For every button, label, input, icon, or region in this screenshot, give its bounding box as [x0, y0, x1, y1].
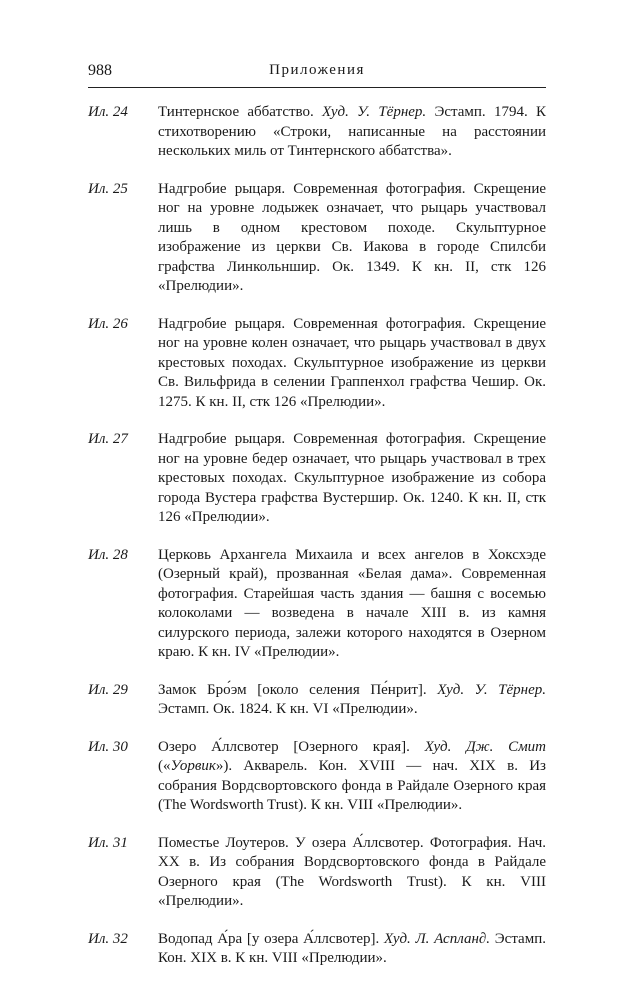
- caption-text: Эстамп. Ок. 1824. К кн. VI «Прелюдии».: [158, 701, 418, 717]
- caption-text: Эстамп. 1794. К стихотворению «Строки, написанные на расстоянии нескольких миль от Тинтернского аббатства».: [158, 104, 546, 159]
- illustration-caption: [158, 103, 546, 162]
- illustration-list: [88, 103, 546, 987]
- illustration-label: Ил. 28: [88, 546, 128, 563]
- illustration-label: Ил. 29: [88, 681, 128, 698]
- caption-artist: Худ. У. Тёрнер.: [322, 104, 427, 120]
- list-item: [88, 546, 546, 663]
- illustration-caption: [158, 681, 546, 720]
- caption-artist: Худ. У. Тёрнер.: [437, 681, 547, 698]
- caption-text: »). Акварель. Кон. XVIII — нач. XIX в. Из собрания Вордсвортовского фонда в Райдале Озерного края (The Wordsworth Trust). К кн. VIII «Прелюдии».: [158, 758, 546, 813]
- caption-artist: Худ. Л. Асплан∂.: [383, 930, 491, 947]
- illustration-caption: [158, 430, 546, 528]
- list-item: [88, 315, 546, 413]
- illustration-caption: [158, 930, 546, 969]
- illustration-label: Ил. 27: [88, 431, 128, 447]
- caption-artist: Уорвик: [170, 758, 216, 774]
- running-title: Приложения: [269, 62, 365, 78]
- page-header: [88, 62, 546, 84]
- illustration-caption: [158, 738, 546, 816]
- illustration-caption: [158, 546, 546, 663]
- illustration-caption: [158, 315, 546, 413]
- list-item: [88, 681, 546, 720]
- illustration-label: Ил. 25: [88, 180, 128, 197]
- illustration-caption: [158, 834, 546, 912]
- header-rule: [88, 87, 546, 88]
- illustration-label: Ил. 31: [88, 834, 128, 851]
- page-number: 988: [88, 62, 112, 79]
- caption-text: Надгробие рыцаря. Современная фотография. Скрещение ног на уровне лодыжек означает, что рыцарь участвовал лишь в одном крестовом походе. Скульптурное изображение из церкви Св. Иакова в городе Спилсби графства Линкольншир. Ок. 1349. К кн. II, стк 126 «Прелюдии».: [158, 180, 546, 294]
- list-item: [88, 834, 546, 912]
- caption-text: Надгробие рыцаря. Современная фотография. Скрещение ног на уровне бедер означает, что рыцарь участвовал в трех крестовых походах. Скульптурное изображение из собора города Вустера графства Вустершир. Ок. 1240. К кн. II, стк 126 «Прелюдии».: [158, 431, 546, 525]
- illustration-label: Ил. 32: [88, 930, 128, 947]
- caption-text: Озеро А́ллсвотер [Озерного края].: [158, 738, 425, 755]
- illustration-label: Ил. 24: [88, 104, 128, 120]
- caption-text: Тинтернское аббатство.: [158, 104, 323, 120]
- caption-text: Поместье Лоутеров. У озера А́ллсвотер. Фотография. Нач. XX в. Из собрания Вордсвортовского фонда в Райдале Озерного края (The Wordsworth Trust). К кн. VIII «Прелюдии».: [158, 834, 546, 909]
- list-item: [88, 180, 546, 297]
- caption-text: Замок Бро́эм [около селения Пе́нрит].: [158, 681, 438, 698]
- list-item: [88, 930, 546, 969]
- illustration-label: Ил. 26: [88, 315, 128, 332]
- caption-text: Водопад А́ра [у озера А́ллсвотер].: [158, 930, 384, 947]
- caption-text: Церковь Архангела Михаила и всех ангелов в Хоксхэде (Озерный край), прозванная «Белая дама». Современная фотография. Старейшая часть здания — башня с восемью колоколами — возведена в начале XIII в. из камня силурского периода, залежи которого находятся в Озерном краю. К кн. IV «Прелюдии».: [158, 546, 546, 660]
- illustration-label: Ил. 30: [88, 738, 128, 755]
- caption-text: Эстамп. Кон. XIX в. К кн. VIII «Прелюдии».: [158, 930, 546, 966]
- list-item: [88, 738, 546, 816]
- illustration-caption: [158, 180, 546, 297]
- caption-artist: Худ. Дж. Смит: [424, 738, 546, 755]
- caption-text: («: [158, 758, 171, 774]
- list-item: [88, 103, 546, 162]
- list-item: [88, 430, 546, 528]
- caption-text: Надгробие рыцаря. Современная фотография. Скрещение ног на уровне колен означает, что рыцарь участвовал в двух крестовых походах. Скульптурное изображение из церкви Св. Вильфрида в селении Граппенхол графства Чешир. Ок. 1275. К кн. II, стк 126 «Прелюдии».: [158, 315, 546, 410]
